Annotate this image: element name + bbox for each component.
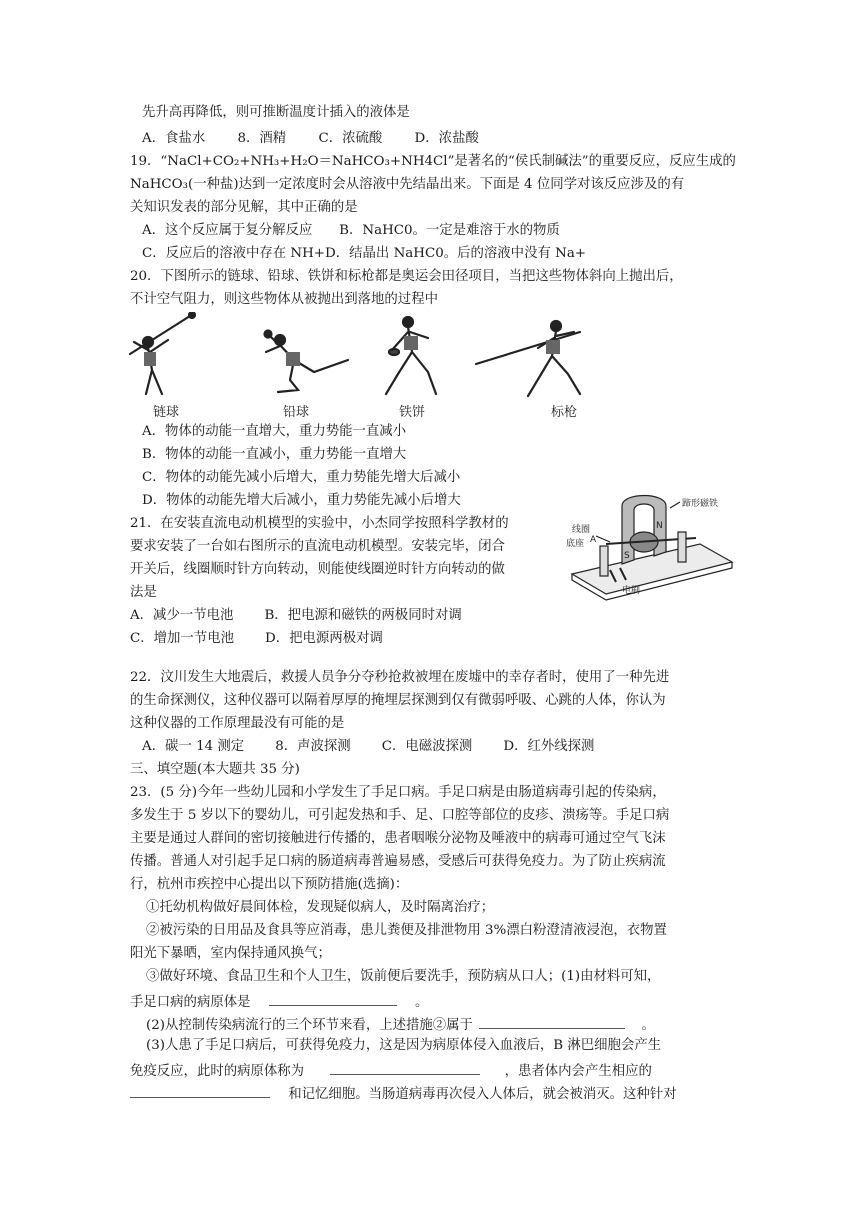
q18-options — [142, 130, 479, 148]
q22-line-1: 22．汶川发生大地震后，救援人员争分夺秒抢救被埋在废墟中的幸存者时，使用了一种先进 — [130, 670, 670, 685]
q20-option-c: C．物体的动能先减小后增大，重力势能先增大后减小 — [142, 470, 461, 485]
q20-option-d: D．物体的动能先增大后减小，重力势能先减小后增大 — [142, 493, 461, 508]
q23-blank-3-line — [130, 1060, 652, 1081]
answer-blank-3[interactable] — [330, 1060, 480, 1075]
q23-blank-4-line — [130, 1083, 677, 1104]
q23-blank-2-suffix: 。 — [641, 1018, 655, 1033]
javelin-thrower-icon — [476, 321, 580, 396]
measure-2a: ②被污染的日用品及食具等应消毒，患儿粪便及排泄物用 3%漂白粉澄清液浸泡，衣物置 — [146, 923, 667, 938]
measure-1: ①托幼机构做好晨间体检，发现疑似病人，及时隔离治疗； — [146, 900, 495, 915]
q18-option-b: 8．酒精 — [237, 131, 287, 146]
q18-option-a: A．食盐水 — [142, 131, 206, 146]
q18-option-c: C．浓硫酸 — [318, 131, 383, 146]
measure-2b: 阳光下暴晒，室内保持通风换气； — [130, 946, 331, 961]
label-brush: 电刷 — [622, 586, 641, 596]
measure-3a: ③做好环境、食品卫生和个人卫生，饭前便后要洗手，预防病从口人；(1)由材料可知， — [146, 969, 661, 984]
q23-line-2: 多发生于 5 岁以下的婴幼儿，可引起发热和手、足、口腔等部位的皮疹、溃疡等。手足口病 — [130, 808, 670, 823]
caption-hammer: 链球 — [152, 405, 179, 420]
hammer-thrower-icon — [130, 312, 195, 394]
q23-line-3: 主要是通过人群间的密切接触进行传播的，患者咽喉分泌物及唾液中的病毒可通过空气飞沫 — [130, 831, 666, 846]
q22-line-3: 这种仪器的工作原理最没有可能的是 — [130, 716, 345, 731]
label-a: A — [590, 535, 597, 545]
q23-blank-2-prefix: (2)从控制传染病流行的三个环节来看，上述措施②属于 — [146, 1018, 473, 1033]
q22-line-2: 的生命探测仪，这种仪器可以隔着厚厚的掩埋层探测到仅有微弱呼吸、心跳的人体，你认为 — [130, 693, 666, 708]
q23-line-4: 传播。普通人对引起手足口病的肠道病毒普遍易感，受感后可获得免疫力。为了防止疾病流 — [130, 854, 666, 869]
q23-blank-1-line — [130, 991, 428, 1012]
discus-thrower-icon — [386, 317, 436, 394]
q23-line-1: 23．(5 分)今年一些幼儿园和小学发生了手足口病。手足口病是由肠道病毒引起的传染病， — [130, 785, 666, 800]
label-coil: 线圈 — [572, 525, 591, 535]
q21-options-1: A．减少一节电池 B．把电源和磁铁的两极同时对调 — [130, 608, 462, 623]
caption-javelin: 标枪 — [550, 405, 577, 420]
q19-line-3: 关知识发表的部分见解，其中正确的是 — [130, 200, 358, 215]
q23-part-3-line-1: (3)人患了手足口病后，可获得免疫力，这是因为病原体侵入血液后，B 淋巴细胞会产生 — [146, 1038, 662, 1053]
q18-stem-tail: 先升高再降低，则可推断温度计插入的液体是 — [142, 105, 410, 120]
q23-line-5: 行，杭州市疾控中心提出以下预防措施(选摘)： — [130, 877, 409, 892]
q19-line-2: NaHCO₃(一种盐)达到一定浓度时会从溶液中先结晶出来。下面是 4 位同学对该反应涉及的有 — [130, 177, 685, 192]
q23-blank-4-suffix: 和记忆细胞。当肠道病毒再次侵入人体后，就会被消灭。这种针对 — [288, 1087, 677, 1102]
q21-options-2: C．增加一节电池 D．把电源两极对调 — [130, 631, 383, 646]
q22-options: A．碳一 14 测定 8．声波探测 C．电磁波探测 D．红外线探测 — [142, 739, 595, 754]
q18-option-d: D．浓盐酸 — [414, 131, 479, 146]
q21-line-3: 开关后，线圈顺时针方向转动，则能使线圈逆时针方向转动的做 — [130, 562, 505, 577]
section-3-heading: 三、填空题(本大题共 35 分) — [130, 762, 300, 777]
answer-blank-4[interactable] — [130, 1083, 270, 1098]
q23-blank-1-suffix: 。 — [415, 995, 429, 1010]
q19-options-1: A．这个反应属于复分解反应 B．NaHC0。一定是难溶于水的物质 — [142, 223, 560, 238]
motor-base-icon — [572, 544, 732, 594]
answer-blank-1[interactable] — [269, 991, 397, 1006]
q21-line-2: 要求安装了一台如右图所示的直流电动机模型。安装完毕，闭合 — [130, 539, 505, 554]
q20-option-a: A．物体的动能一直增大，重力势能一直减小 — [142, 424, 407, 439]
q20-line-1: 20．下图所示的链球、铅球、铁饼和标枪都是奥运会田径项目，当把这些物体斜向上抛出后， — [130, 269, 683, 284]
q21-line-4: 法是 — [130, 585, 157, 600]
caption-shot: 铅球 — [282, 405, 309, 420]
q20-option-b: B．物体的动能一直减小，重力势能一直增大 — [142, 447, 407, 462]
dc-motor-figure — [566, 494, 736, 604]
q23-blank-1-prefix: 手足口病的病原体是 — [130, 995, 251, 1010]
q19-line-1: 19．“NaCl+CO₂+NH₃+H₂O＝NaHCO₃+NH4Cl”是著名的“侯氏制碱法”的重要反应，反应生成的 — [130, 154, 736, 169]
q20-line-2: 不计空气阻力，则这些物体从被抛出到落地的过程中 — [130, 292, 438, 307]
q23-blank-3-suffix: ，患者体内会产生相应的 — [504, 1064, 652, 1079]
q23-blank-3-prefix: 免疫反应，此时的病原体称为 — [130, 1064, 305, 1079]
label-s: S — [624, 551, 630, 561]
caption-discus: 铁饼 — [398, 405, 425, 420]
q21-line-1: 21．在安装直流电动机模型的实验中，小杰同学按照科学教材的 — [130, 516, 509, 531]
q23-blank-2-line — [146, 1014, 655, 1035]
label-magnet: 蹄形磁铁 — [682, 499, 719, 509]
q19-options-2: C．反应后的溶液中存在 NH+D．结晶出 NaHC0。后的溶液中没有 Na+ — [142, 246, 587, 261]
label-n: N — [656, 521, 663, 531]
shot-putter-icon — [265, 331, 349, 393]
label-base: 底座 — [566, 539, 585, 549]
answer-blank-2[interactable] — [479, 1014, 625, 1029]
